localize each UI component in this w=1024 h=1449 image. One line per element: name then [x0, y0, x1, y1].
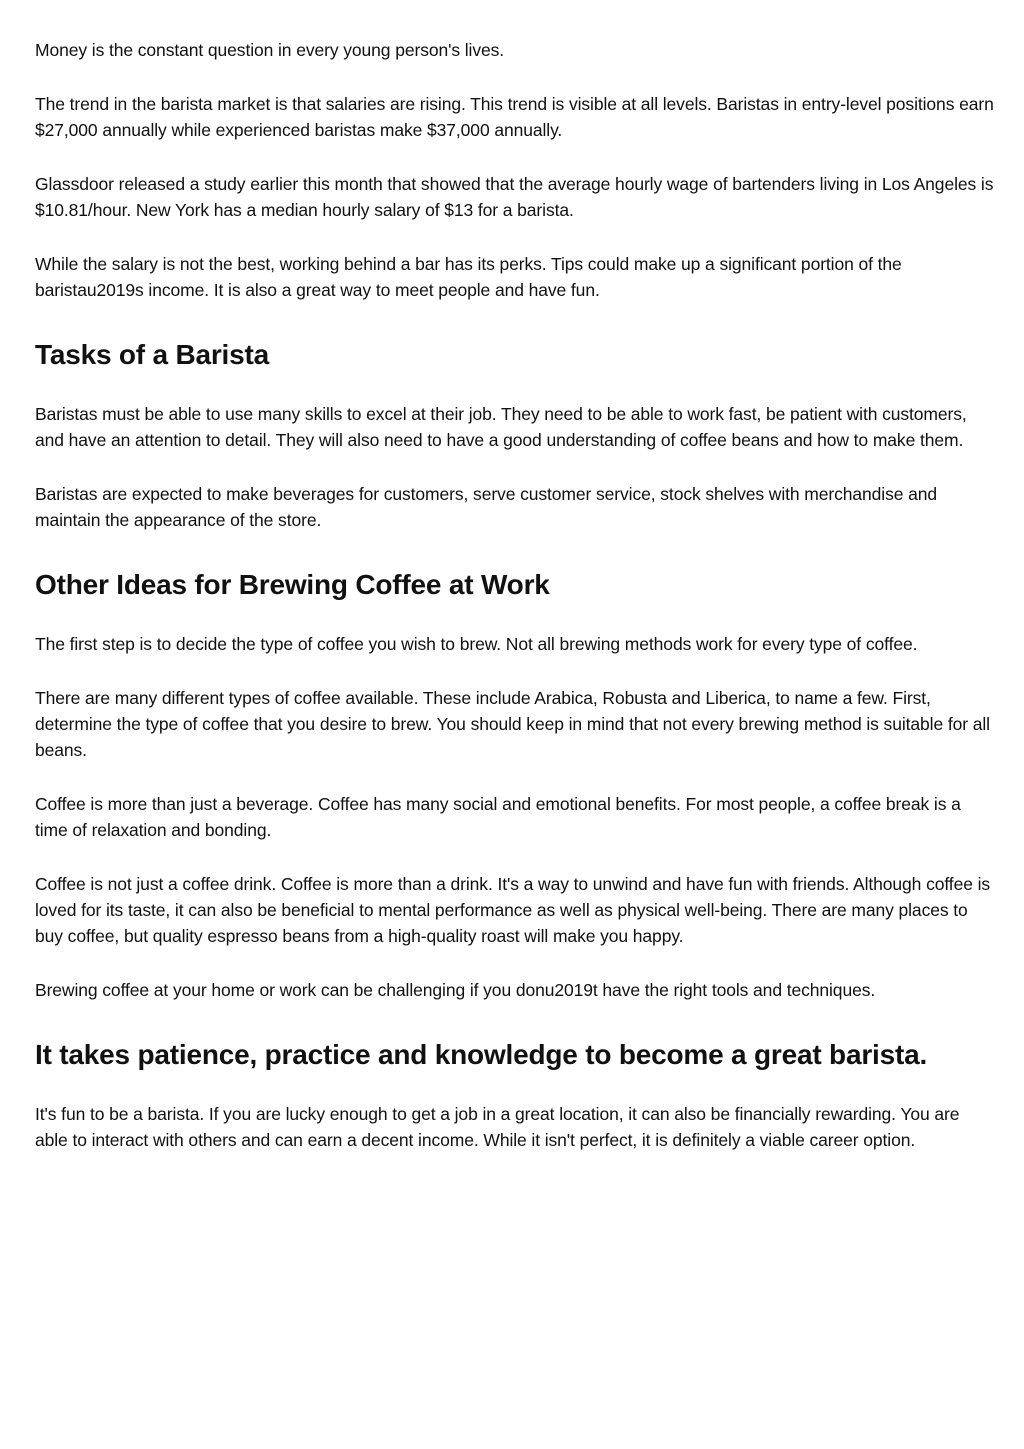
- paragraph: The first step is to decide the type of coffee you wish to brew. Not all brewing methods work for every type of coffee.: [35, 634, 918, 654]
- paragraph: The trend in the barista market is that salaries are rising. This trend is visible at all levels. Baristas in entry-level positions earn $27,000 annually while experienced baristas make $37,000 annually.: [35, 94, 994, 140]
- paragraph: Coffee is more than just a beverage. Coffee has many social and emotional benefits. For most people, a coffee break is a time of relaxation and bonding.: [35, 794, 961, 840]
- section-heading-patience: It takes patience, practice and knowledge to become a great barista.: [35, 1039, 928, 1070]
- paragraph: Baristas must be able to use many skills to excel at their job. They need to be able to work fast, be patient with customers, and have an attention to detail. They will also need to have a good understanding of coffee beans and how to make them.: [35, 404, 967, 450]
- section-heading-brewing: Other Ideas for Brewing Coffee at Work: [35, 569, 550, 600]
- paragraph: Brewing coffee at your home or work can be challenging if you donu2019t have the right tools and techniques.: [35, 980, 876, 1000]
- article-body: [35, 37, 995, 1181]
- paragraph: While the salary is not the best, working behind a bar has its perks. Tips could make up a significant portion of the baristau2019s income. It is also a great way to meet people and have fun.: [35, 254, 902, 300]
- paragraph: Money is the constant question in every young person's lives.: [35, 40, 505, 60]
- paragraph: It's fun to be a barista. If you are lucky enough to get a job in a great location, it can also be financially rewarding. You are able to interact with others and can earn a decent income. While it isn't perfect, it is definitely a viable career option.: [35, 1104, 960, 1150]
- paragraph: Coffee is not just a coffee drink. Coffee is more than a drink. It's a way to unwind and have fun with friends. Although coffee is loved for its taste, it can also be beneficial to mental performance as well as physical well-being. There are many places to buy coffee, but quality espresso beans from a high-quality roast will make you happy.: [35, 874, 991, 946]
- paragraph: Baristas are expected to make beverages for customers, serve customer service, stock shelves with merchandise and maintain the appearance of the store.: [35, 484, 938, 530]
- paragraph: There are many different types of coffee available. These include Arabica, Robusta and Liberica, to name a few. First, determine the type of coffee that you desire to brew. You should keep in mind that not every brewing method is suitable for all beans.: [35, 688, 990, 760]
- paragraph: Glassdoor released a study earlier this month that showed that the average hourly wage of bartenders living in Los Angeles is $10.81/hour. New York has a median hourly salary of $13 for a barista.: [35, 174, 994, 220]
- section-heading-tasks: Tasks of a Barista: [35, 339, 269, 370]
